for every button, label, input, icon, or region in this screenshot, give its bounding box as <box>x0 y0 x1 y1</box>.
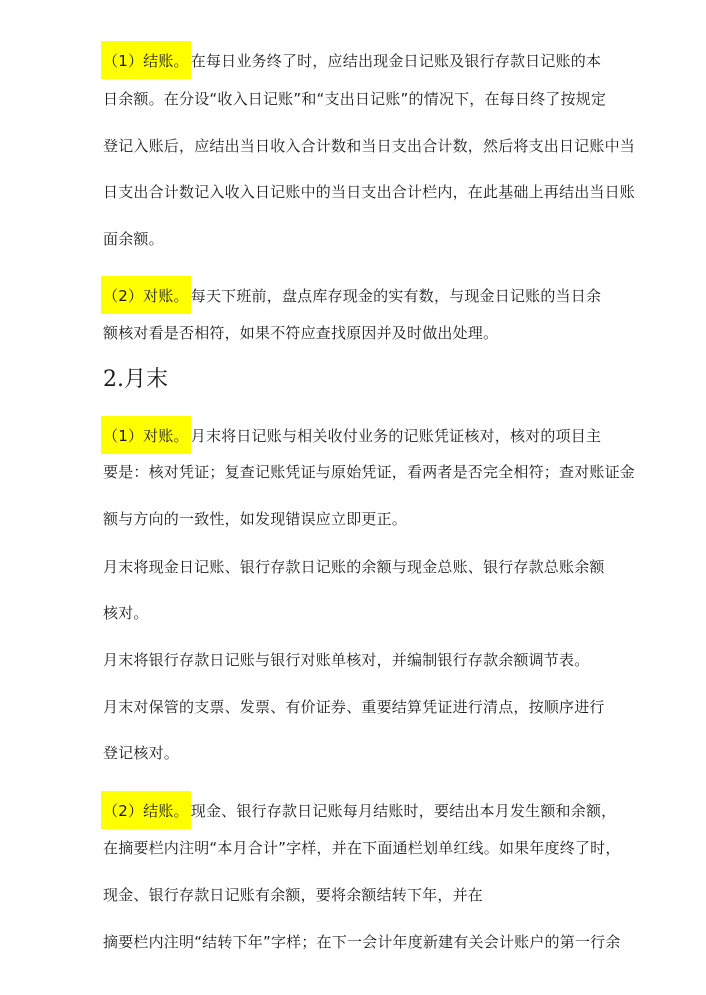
s1-item1-line-3: 登记入账后，应结出当日收入合计数和当日支出合计数，然后将支出日记账中当 <box>103 137 636 155</box>
s2-item1-text: 月末将日记账与相关收付业务的记账凭证核对，核对的项目主 <box>190 427 602 445</box>
s1-item1-line-1 <box>103 41 601 79</box>
s2-item1-label: （1）对账。 <box>101 416 191 454</box>
s2-item2-label: （2）结账。 <box>101 791 191 829</box>
s1-item2-label: （2）对账。 <box>101 276 191 314</box>
s1-item1-line-5: 面余额。 <box>103 230 164 248</box>
s2-item1-line-1 <box>103 416 601 454</box>
s1-item1-line-4: 日支出合计数记入收入日记账中的当日支出合计栏内，在此基础上再结出当日账 <box>103 183 636 201</box>
s1-item2-text: 每天下班前，盘点库存现金的实有数，与现金日记账的当日余 <box>190 287 602 305</box>
s2-item2-line-2: 在摘要栏内注明“本月合计”字样，并在下面通栏划单红线。如果年度终了时， <box>103 839 621 857</box>
section-heading: 2.月末 <box>103 367 168 392</box>
s1-item2-line-1 <box>103 276 601 314</box>
s1-item1-line-2: 日余额。在分设“收入日记账”和“支出日记账”的情况下，在每日终了按规定 <box>103 90 607 108</box>
s2-para1-line-1: 月末将现金日记账、银行存款日记账的余额与现金总账、银行存款总账余额 <box>103 558 605 576</box>
s2-para2-line-1: 月末将银行存款日记账与银行对账单核对，并编制银行存款余额调节表。 <box>103 651 590 669</box>
s2-para3-line-2: 登记核对。 <box>103 744 180 762</box>
s2-item2-line-3: 现金、银行存款日记账有余额，要将余额结转下年，并在 <box>103 886 484 904</box>
s2-item2-line-1 <box>103 791 616 829</box>
s1-item1-text: 在每日业务终了时，应结出现金日记账及银行存款日记账的本 <box>190 52 602 70</box>
s1-item1-label: （1）结账。 <box>101 41 191 79</box>
s2-item1-line-2: 要是：核对凭证；复查记账凭证与原始凭证，看两者是否完全相符；查对账证金 <box>103 463 636 481</box>
s2-item1-line-3: 额与方向的一致性，如发现错误应立即更正。 <box>103 510 408 528</box>
s2-item2-text: 现金、银行存款日记账每月结账时，要结出本月发生额和余额， <box>190 802 617 820</box>
s1-item2-line-2: 额核对看是否相符，如果不符应查找原因并及时做出处理。 <box>103 324 499 342</box>
s2-para1-line-2: 核对。 <box>103 604 149 622</box>
s2-para3-line-1: 月末对保管的支票、发票、有价证券、重要结算凭证进行清点，按顺序进行 <box>103 698 605 716</box>
s2-item2-line-4: 摘要栏内注明“结转下年”字样；在下一会计年度新建有关会计账户的第一行余 <box>103 933 621 951</box>
